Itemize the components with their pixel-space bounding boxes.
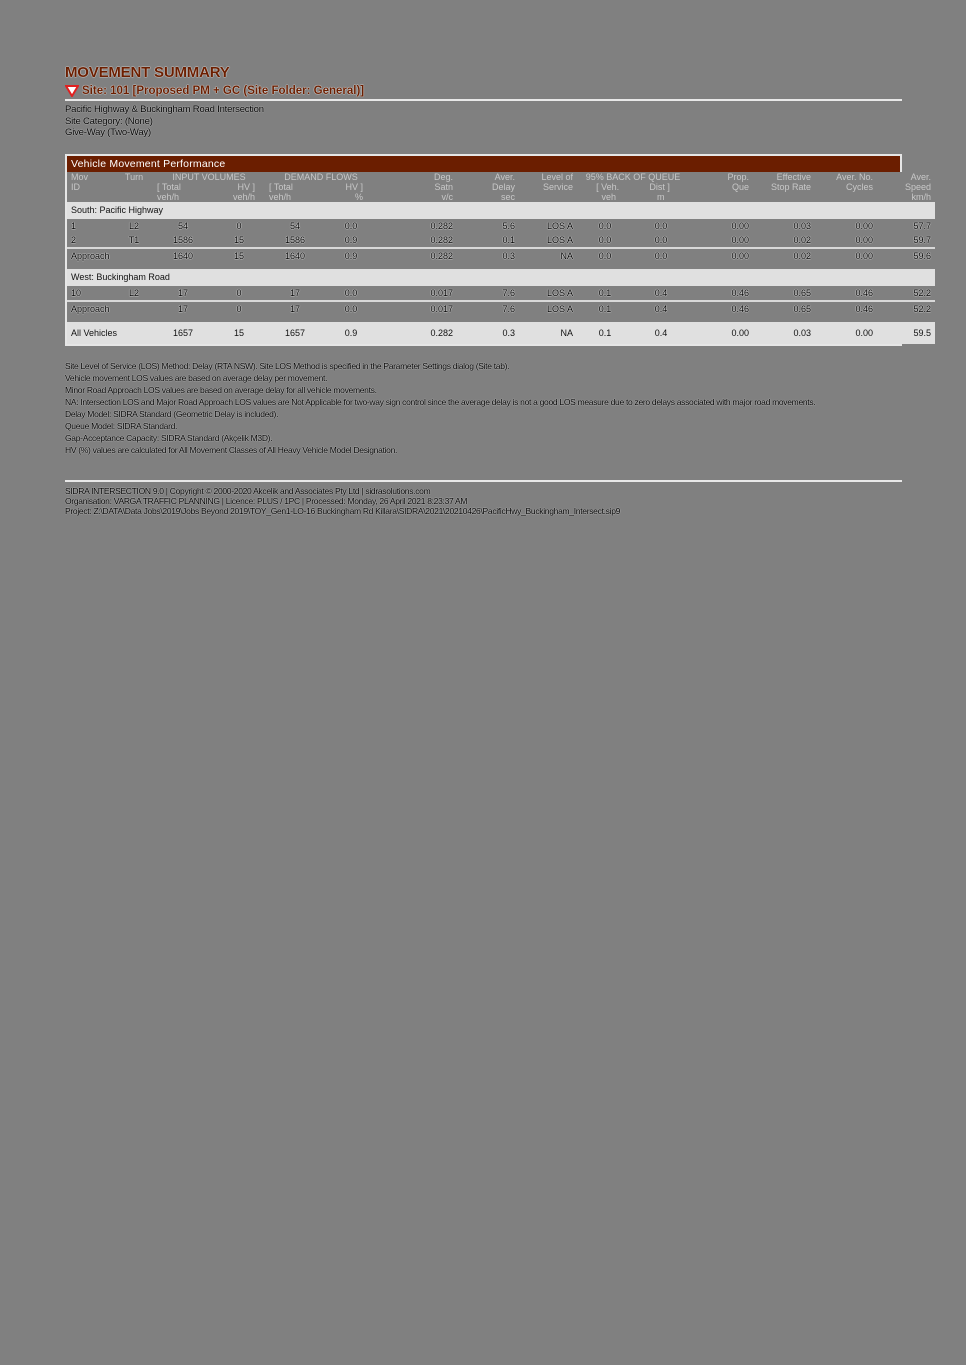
table-row: 2 T1 1586 15 1586 0.9 0.282 0.1 LOS A 0.0 0.0 0.00 0.02 0.00 59.7 <box>67 233 935 248</box>
col-aver-speed: Aver. Speed km/h <box>905 171 932 202</box>
note-gap-acceptance: Gap-Acceptance Capacity: SIDRA Standard (Akçelik M3D). <box>65 432 273 443</box>
col-input-volumes: INPUT VOLUMES [ Total HV ] veh/h veh/h <box>157 171 256 202</box>
header-divider <box>65 99 902 101</box>
give-way-triangle-icon <box>65 85 79 97</box>
control-type: Give-Way (Two-Way) <box>65 127 151 138</box>
footer-copyright: SIDRA INTERSECTION 9.0 | Copyright © 2000-2020 Akcelik and Associates Pty Ltd | sidrasolutions.com <box>65 485 431 496</box>
col-demand-flows: DEMAND FLOWS [ Total HV ] veh/h % <box>269 171 364 202</box>
note-minor-road: Minor Road Approach LOS values are based on average delay for all vehicle movements. <box>65 384 377 395</box>
col-prop-que: Prop. Que <box>727 171 750 192</box>
col-turn: Turn <box>124 171 144 182</box>
approach-row-west: Approach 17 0 17 0.0 0.017 7.6 LOS A 0.1 0.4 0.46 0.65 0.46 52.2 <box>67 301 935 316</box>
footer-project: Project: Z:\DATA\Data Jobs\2019\Jobs Beyond 2019\TOY_Gen1-LO-16 Buckingham Rd Killara\SIDRA\2021\20210426\PacificHwy_Buckingham_Intersect.sip9 <box>65 505 621 516</box>
footer-divider <box>65 480 902 482</box>
all-vehicles-row: All Vehicles 1657 15 1657 0.9 0.282 0.3 NA 0.1 0.4 0.00 0.03 0.00 59.5 <box>67 322 935 344</box>
section-header-south: South: Pacific Highway <box>67 202 935 219</box>
table-row: 10 L2 17 0 17 0.0 0.017 7.6 LOS A 0.1 0.4 0.46 0.65 0.46 52.2 <box>67 286 935 301</box>
note-na: NA: Intersection LOS and Major Road Approach LOS values are Not Applicable for two-way sign control since the average delay is not a good LOS measure due to zero delays associated with major road movements. <box>65 396 816 407</box>
table-row: 1 L2 54 0 54 0.0 0.282 5.6 LOS A 0.0 0.0 0.00 0.03 0.00 57.7 <box>67 219 935 233</box>
col-aver-cycles: Aver. No. Cycles <box>836 171 874 192</box>
col-eff-stop-rate: Effective Stop Rate <box>771 171 812 192</box>
site-title: Site: 101 [Proposed PM + GC (Site Folder: General)] <box>82 85 365 97</box>
site-description: Pacific Highway & Buckingham Road Intersection <box>65 104 264 115</box>
site-info <box>65 104 902 139</box>
note-vehicle-los: Vehicle movement LOS values are based on average delay per movement. <box>65 372 328 383</box>
col-aver-delay: Aver. Delay sec <box>492 171 516 202</box>
vehicle-movement-performance-table <box>65 154 932 346</box>
footer-organisation: Organisation: VARGA TRAFFIC PLANNING | Licence: PLUS / 1PC | Processed: Monday, 26 April 2021 8:23:37 AM <box>65 495 468 506</box>
col-mov: Mov ID <box>71 171 89 192</box>
approach-row-south: Approach 1640 15 1640 0.9 0.282 0.3 NA 0.0 0.0 0.00 0.02 0.00 59.6 <box>67 248 935 263</box>
site-category: Site Category: (None) <box>65 115 153 127</box>
col-deg-satn: Deg. Satn v/c <box>434 171 454 202</box>
col-back-of-queue: 95% BACK OF QUEUE [ Veh. Dist ] veh m <box>585 171 681 202</box>
movement-summary-page <box>65 64 932 516</box>
note-hv: HV (%) values are calculated for All Movement Classes of All Heavy Vehicle Model Designation. <box>65 444 398 455</box>
report-title: MOVEMENT SUMMARY <box>65 64 230 81</box>
note-delay-model: Delay Model: SIDRA Standard (Geometric Delay is included). <box>65 408 279 419</box>
report-footer <box>65 486 902 516</box>
note-los-method: Site Level of Service (LOS) Method: Delay (RTA NSW). Site LOS Method is specified in the Parameter Settings dialog (Site tab). <box>65 360 510 371</box>
section-header-west: West: Buckingham Road <box>67 269 935 286</box>
col-los: Level of Service <box>541 171 574 192</box>
note-queue-model: Queue Model: SIDRA Standard. <box>65 420 178 431</box>
table-header <box>67 172 935 202</box>
report-notes <box>65 360 902 456</box>
site-line <box>65 84 902 98</box>
table-title: Vehicle Movement Performance <box>67 156 900 172</box>
